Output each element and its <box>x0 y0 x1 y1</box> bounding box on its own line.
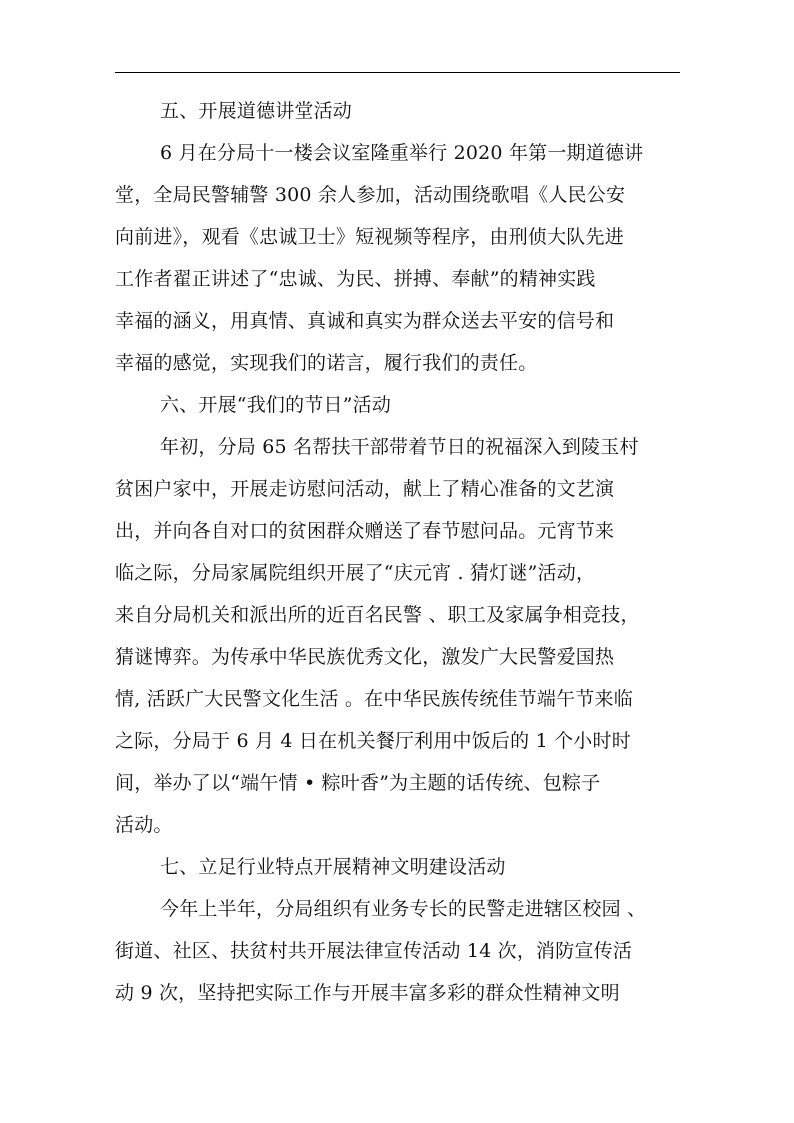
header-rule <box>115 72 680 73</box>
document-body <box>115 90 675 1014</box>
paragraph-line: 年初，分局 65 名帮扶干部带着节日的祝福深入到陵玉村 <box>160 436 639 458</box>
paragraph-line: 堂，全局民警辅警 300 余人参加，活动围绕歌唱《人民公安 <box>115 184 626 206</box>
paragraph-line: 幸福的感觉，实现我们的诺言，履行我们的责任。 <box>115 352 538 374</box>
paragraph-line: 来自分局机关和派出所的近百名民警 、职工及家属争相竞技， <box>115 604 640 626</box>
paragraph-line: 活动。 <box>115 814 173 836</box>
paragraph-line: 间，举办了以“端午情 • 粽叶香”为主题的话传统、包粽子 <box>115 772 601 794</box>
paragraph-line: 工作者翟正讲述了“忠诚、为民、拼搏、奉献”的精神实践 <box>115 268 596 290</box>
paragraph-line: 贫困户家中，开展走访慰问活动，献上了精心准备的文艺演 <box>115 478 615 500</box>
paragraph-line: 幸福的涵义，用真情、真诚和真实为群众送去平安的信号和 <box>115 310 615 332</box>
section-heading-7: 七、立足行业特点开展精神文明建设活动 <box>160 856 506 878</box>
paragraph-line: 情, 活跃广大民警文化生活 。在中华民族传统佳节端午节来临 <box>115 688 633 710</box>
paragraph-line: 动 9 次，坚持把实际工作与开展丰富多彩的群众性精神文明 <box>115 982 620 1004</box>
paragraph-line: 今年上半年，分局组织有业务专长的民警走进辖区校园 、 <box>160 898 647 920</box>
section-heading-6: 六、开展“我们的节日”活动 <box>160 394 392 416</box>
paragraph-line: 出，并向各自对口的贫困群众赠送了春节慰问品。元宵节来 <box>115 520 615 542</box>
paragraph-line: 之际，分局于 6 月 4 日在机关餐厅利用中饭后的 1 个小时时 <box>115 730 631 752</box>
paragraph-line: 临之际，分局家属院组织开展了“庆元宵 . 猜灯谜”活动， <box>115 562 596 584</box>
section-heading-5: 五、开展道德讲堂活动 <box>160 100 353 122</box>
paragraph-line: 猜谜博弈。为传承中华民族优秀文化，激发广大民警爱国热 <box>115 646 615 668</box>
paragraph-line: 街道、社区、扶贫村共开展法律宣传活动 14 次，消防宣传活 <box>115 940 633 962</box>
paragraph-line: 向前进》，观看《忠诚卫士》短视频等程序，由刑侦大队先进 <box>115 226 624 248</box>
paragraph-line: 6 月在分局十一楼会议室隆重举行 2020 年第一期道德讲 <box>160 142 644 164</box>
